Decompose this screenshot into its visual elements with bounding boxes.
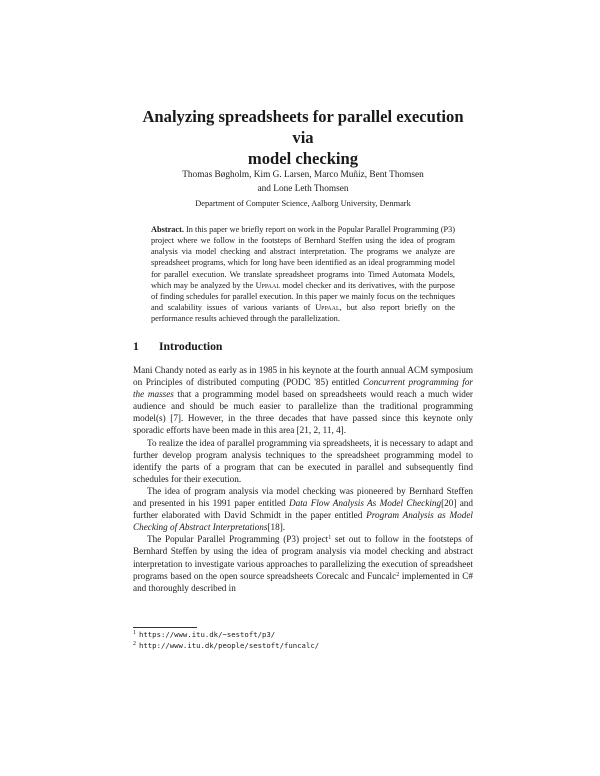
uppaal-term-2: Uppaal [315,303,340,313]
p4-text-a: The Popular Parallel Programming (P3) project [147,534,329,545]
title-line-1: Analyzing spreadsheets for parallel execution via [142,107,464,147]
footnote-ref-1[interactable]: 1 [328,535,332,542]
footnotes [133,630,473,651]
abstract-label: Abstract. [151,225,184,234]
footnote-divider [133,627,197,628]
p3-emphasis-1: Data Flow Analysis As Model Checking [289,498,442,509]
paragraph-4 [133,533,473,593]
authors-line-1: Thomas Bøgholm, Kim G. Larsen, Marco Muñiz, Bent Thomsen [182,170,424,180]
footnote-link[interactable]: https://www.itu.dk/~sestoft/p3/ [139,630,276,639]
p3-text-b: [20] and further elaborated with David Schmidt in the paper entitled [133,498,473,521]
author-list [133,169,473,196]
footnote-link[interactable]: http://www.itu.dk/people/sestoft/funcalc/ [139,640,320,650]
p1-text-b: that a programming model based on spreadsheets would reach a much wider audience and should be much easier to parallelize than the traditional programming model(s) [7]. However, in the three decades that have passed since this keynote only sporadic efforts have been made in this area [21, 2, 11, 4]. [133,389,473,436]
paragraph-3 [133,485,473,533]
abstract-text-3: , but also report briefly on the performance results achieved through the parallelization. [151,303,455,324]
section-number: 1 [133,340,139,353]
footnote-mark: 1 [133,630,136,636]
title-line-2: model checking [247,149,359,168]
section-heading [133,340,473,354]
footnote-2 [133,641,473,652]
section-body [133,364,473,594]
paper-title [133,106,473,169]
p3-text-a: The idea of program analysis via model checking was pioneered by Bernhard Steffen and presented in his 1991 paper entitled [133,485,473,509]
footnote-1 [133,630,473,641]
section-title: Introduction [159,340,223,353]
p4-text-c: implemented in C# and thoroughly described in [133,570,473,593]
footnote-ref-2[interactable]: 2 [396,571,400,578]
p4-text-b: set out to follow in the footsteps of Bernhard Steffen by using the idea of program analysis via model checking and abstract interpretation to investigate various approaches to parallelizing the execution of spreadsheet programs based on the open source spreadsheets Corecalc and Funcalc [133,534,473,581]
abstract [151,224,455,324]
p3-text-c: [18]. [267,522,286,533]
p1-emphasis: Concurrent programming for the masses [133,377,473,400]
uppaal-term-1: Uppaal [255,280,281,290]
abstract-text-2: model checker and its derivatives, with the purpose of finding schedules for parallel execution. In this paper we mainly focus on the techniques and scalability issues of various variants of [151,280,455,313]
authors-line-2: and Lone Leth Thomsen [257,183,349,194]
p1-text-a: Mani Chandy noted as early as in 1985 in his keynote at the fourth annual ACM symposium on Principles of distributed computing (PODC '85) entitled [133,365,473,388]
p3-emphasis-2: Program Analysis as Model Checking of Abstract Interpretations [133,510,473,533]
affiliation: Department of Computer Science, Aalborg University, Denmark [195,199,411,208]
paragraph-1 [133,364,473,437]
paragraph-2: To realize the idea of parallel programming via spreadsheets, it is necessary to adapt and further develop program analysis techniques to the spreadsheet programming model to identify the parts of a program that can be executed in parallel and subsequently find schedules for their execution. [133,437,473,484]
footnote-mark: 2 [133,640,136,647]
abstract-text-1: In this paper we briefly report on work in the Popular Parallel Programming (P3) project where we follow in the footsteps of Bernhard Steffen using the idea of program analysis via model checking and abstract interpretation. The programs we analyze are spreadsheet programs, which for long have been identified as an ideal programming model for parallel execution. We translate spreadsheet programs into Timed Automata Models, which may be analyzed by the [151,225,455,290]
